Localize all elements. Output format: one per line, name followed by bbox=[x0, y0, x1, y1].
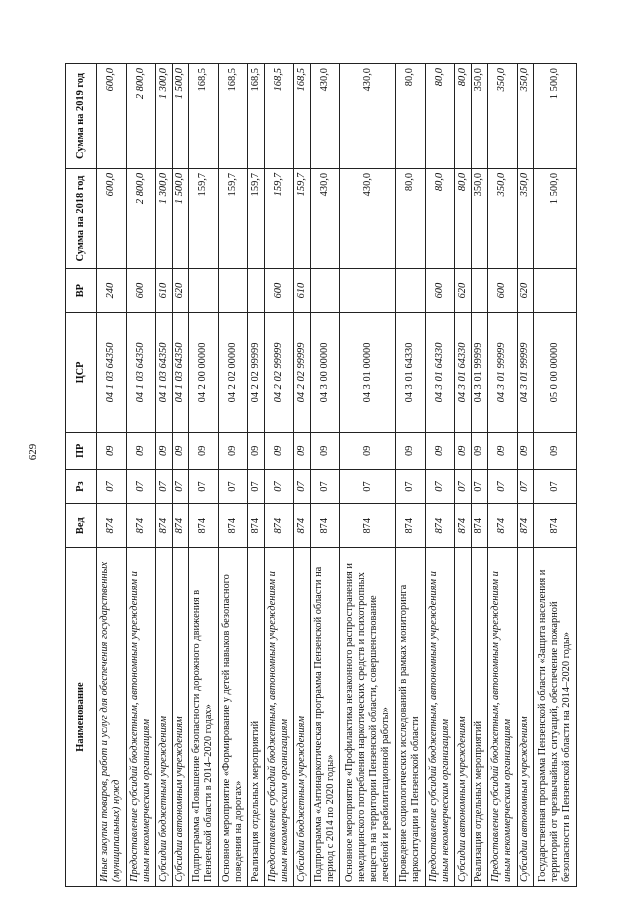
cell-csr: 04 2 00 00000 bbox=[189, 313, 219, 433]
cell-pr: 09 bbox=[396, 432, 426, 469]
cell-vr: 600 bbox=[425, 269, 455, 313]
cell-sum-2019: 2 800,0 bbox=[126, 64, 156, 169]
cell-vr: 620 bbox=[517, 269, 533, 313]
header-name: Наименование bbox=[66, 548, 97, 887]
cell-rz: 07 bbox=[189, 469, 219, 504]
cell-rz: 07 bbox=[517, 469, 533, 504]
cell-pr: 09 bbox=[517, 432, 533, 469]
table-row bbox=[248, 64, 264, 887]
cell-sum-2018: 159,7 bbox=[294, 168, 310, 268]
table-row bbox=[218, 64, 248, 887]
cell-rz: 07 bbox=[264, 469, 294, 504]
cell-ved: 874 bbox=[534, 504, 577, 548]
cell-name: Государственная программа Пензенской области «Защита населения и территорий от чрезвычайных ситуаций, обеспечение пожарной безопасности в Пензенской области на 2014–2020 годы» bbox=[534, 548, 577, 887]
cell-ved: 874 bbox=[310, 504, 340, 548]
cell-sum-2019: 168,5 bbox=[248, 64, 264, 169]
cell-rz: 07 bbox=[310, 469, 340, 504]
cell-pr: 09 bbox=[294, 432, 310, 469]
cell-ved: 874 bbox=[156, 504, 172, 548]
cell-vr: 240 bbox=[97, 269, 127, 313]
cell-rz: 07 bbox=[172, 469, 188, 504]
header-ved: Вед bbox=[66, 504, 97, 548]
cell-sum-2018: 2 800,0 bbox=[126, 168, 156, 268]
cell-rz: 07 bbox=[156, 469, 172, 504]
header-rz: Рз bbox=[66, 469, 97, 504]
cell-rz: 07 bbox=[97, 469, 127, 504]
cell-rz: 07 bbox=[534, 469, 577, 504]
cell-csr: 04 2 02 99999 bbox=[248, 313, 264, 433]
table-body bbox=[97, 64, 577, 887]
cell-sum-2018: 350,0 bbox=[517, 168, 533, 268]
table-row bbox=[534, 64, 577, 887]
header-sum-2018: Сумма на 2018 год bbox=[66, 168, 97, 268]
cell-pr: 09 bbox=[455, 432, 471, 469]
cell-pr: 09 bbox=[172, 432, 188, 469]
cell-csr: 04 3 01 64330 bbox=[396, 313, 426, 433]
cell-sum-2019: 350,0 bbox=[471, 64, 487, 169]
cell-vr: 610 bbox=[156, 269, 172, 313]
cell-sum-2018: 159,7 bbox=[248, 168, 264, 268]
cell-sum-2019: 80,0 bbox=[396, 64, 426, 169]
cell-name: Реализация отдельных мероприятий bbox=[471, 548, 487, 887]
cell-sum-2019: 1 500,0 bbox=[534, 64, 577, 169]
cell-sum-2018: 159,7 bbox=[218, 168, 248, 268]
cell-pr: 09 bbox=[126, 432, 156, 469]
cell-pr: 09 bbox=[97, 432, 127, 469]
cell-pr: 09 bbox=[248, 432, 264, 469]
table-row bbox=[488, 64, 518, 887]
cell-ved: 874 bbox=[294, 504, 310, 548]
cell-pr: 09 bbox=[488, 432, 518, 469]
cell-vr bbox=[534, 269, 577, 313]
cell-sum-2018: 80,0 bbox=[425, 168, 455, 268]
cell-name: Иные закупки товаров, работ и услуг для обеспечения государственных (муниципальных) нужд bbox=[97, 548, 127, 887]
cell-sum-2018: 1 300,0 bbox=[156, 168, 172, 268]
header-pr: ПР bbox=[66, 432, 97, 469]
cell-sum-2019: 430,0 bbox=[340, 64, 396, 169]
cell-sum-2019: 168,5 bbox=[218, 64, 248, 169]
cell-csr: 04 2 02 00000 bbox=[218, 313, 248, 433]
cell-name: Предоставление субсидий бюджетным, автономным учреждениям и иным некоммерческим организациям bbox=[425, 548, 455, 887]
table-row bbox=[126, 64, 156, 887]
cell-sum-2018: 350,0 bbox=[471, 168, 487, 268]
header-vr: ВР bbox=[66, 269, 97, 313]
cell-sum-2019: 80,0 bbox=[455, 64, 471, 169]
cell-vr bbox=[189, 269, 219, 313]
cell-name: Субсидии автономным учреждениям bbox=[517, 548, 533, 887]
cell-pr: 09 bbox=[156, 432, 172, 469]
cell-ved: 874 bbox=[488, 504, 518, 548]
cell-vr bbox=[248, 269, 264, 313]
cell-csr: 05 0 00 00000 bbox=[534, 313, 577, 433]
cell-csr: 04 3 01 64330 bbox=[455, 313, 471, 433]
cell-ved: 874 bbox=[189, 504, 219, 548]
table-row bbox=[340, 64, 396, 887]
cell-rz: 07 bbox=[425, 469, 455, 504]
cell-sum-2019: 80,0 bbox=[425, 64, 455, 169]
cell-csr: 04 3 01 00000 bbox=[340, 313, 396, 433]
cell-sum-2018: 600,0 bbox=[97, 168, 127, 268]
table-row bbox=[189, 64, 219, 887]
table-row bbox=[455, 64, 471, 887]
cell-ved: 874 bbox=[455, 504, 471, 548]
cell-name: Субсидии автономным учреждениям bbox=[172, 548, 188, 887]
table-row bbox=[396, 64, 426, 887]
cell-name: Подпрограмма «Повышение безопасности дорожного движения в Пензенской области в 2014–2020 годах» bbox=[189, 548, 219, 887]
cell-csr: 04 2 02 99999 bbox=[264, 313, 294, 433]
table-row bbox=[425, 64, 455, 887]
cell-vr bbox=[218, 269, 248, 313]
cell-ved: 874 bbox=[471, 504, 487, 548]
cell-name: Основное мероприятие «Профилактика незаконного распространения и немедицинского потребления наркотических средств и психотропных веществ на территории Пензенской области, совершенствование лечебной и реабилитационной работы» bbox=[340, 548, 396, 887]
cell-ved: 874 bbox=[517, 504, 533, 548]
cell-vr: 600 bbox=[264, 269, 294, 313]
rotated-table-wrapper bbox=[65, 63, 577, 887]
cell-name: Субсидии автономным учреждениям bbox=[455, 548, 471, 887]
cell-ved: 874 bbox=[264, 504, 294, 548]
cell-pr: 09 bbox=[218, 432, 248, 469]
cell-sum-2019: 1 300,0 bbox=[156, 64, 172, 169]
cell-sum-2019: 600,0 bbox=[97, 64, 127, 169]
cell-vr bbox=[340, 269, 396, 313]
cell-sum-2018: 350,0 bbox=[488, 168, 518, 268]
budget-table bbox=[65, 63, 577, 887]
cell-pr: 09 bbox=[264, 432, 294, 469]
cell-ved: 874 bbox=[97, 504, 127, 548]
cell-pr: 09 bbox=[471, 432, 487, 469]
cell-csr: 04 1 03 64350 bbox=[126, 313, 156, 433]
cell-vr bbox=[471, 269, 487, 313]
cell-sum-2019: 168,5 bbox=[294, 64, 310, 169]
cell-csr: 04 3 00 00000 bbox=[310, 313, 340, 433]
header-row bbox=[66, 64, 97, 887]
cell-pr: 09 bbox=[340, 432, 396, 469]
cell-vr: 600 bbox=[126, 269, 156, 313]
cell-sum-2019: 168,5 bbox=[189, 64, 219, 169]
table-row bbox=[97, 64, 127, 887]
page-number: 629 bbox=[27, 443, 39, 461]
cell-rz: 07 bbox=[294, 469, 310, 504]
cell-vr: 620 bbox=[455, 269, 471, 313]
table-row bbox=[310, 64, 340, 887]
table-row bbox=[517, 64, 533, 887]
cell-ved: 874 bbox=[396, 504, 426, 548]
cell-csr: 04 1 03 64350 bbox=[172, 313, 188, 433]
cell-name: Основное мероприятие «Формирование у детей навыков безопасного поведения на дорогах» bbox=[218, 548, 248, 887]
cell-rz: 07 bbox=[126, 469, 156, 504]
cell-csr: 04 3 01 99999 bbox=[517, 313, 533, 433]
cell-sum-2018: 1 500,0 bbox=[534, 168, 577, 268]
cell-pr: 09 bbox=[189, 432, 219, 469]
table-row bbox=[172, 64, 188, 887]
cell-name: Предоставление субсидий бюджетным, автономным учреждениям и иным некоммерческим организациям bbox=[264, 548, 294, 887]
cell-name: Субсидии бюджетным учреждениям bbox=[156, 548, 172, 887]
cell-ved: 874 bbox=[425, 504, 455, 548]
cell-csr: 04 3 01 64330 bbox=[425, 313, 455, 433]
cell-sum-2018: 159,7 bbox=[264, 168, 294, 268]
cell-name: Подпрограмма «Антинаркотическая программа Пензенской области на период с 2014 по 2020 годы» bbox=[310, 548, 340, 887]
cell-sum-2019: 350,0 bbox=[488, 64, 518, 169]
cell-csr: 04 3 01 99999 bbox=[488, 313, 518, 433]
cell-csr: 04 3 01 99999 bbox=[471, 313, 487, 433]
cell-name: Предоставление субсидий бюджетным, автономным учреждениям и иным некоммерческим организациям bbox=[488, 548, 518, 887]
cell-ved: 874 bbox=[340, 504, 396, 548]
cell-ved: 874 bbox=[218, 504, 248, 548]
table-row bbox=[264, 64, 294, 887]
cell-pr: 09 bbox=[534, 432, 577, 469]
cell-name: Предоставление субсидий бюджетным, автономным учреждениям и иным некоммерческим организациям bbox=[126, 548, 156, 887]
cell-vr: 600 bbox=[488, 269, 518, 313]
cell-rz: 07 bbox=[340, 469, 396, 504]
cell-ved: 874 bbox=[248, 504, 264, 548]
cell-rz: 07 bbox=[488, 469, 518, 504]
cell-vr: 620 bbox=[172, 269, 188, 313]
cell-rz: 07 bbox=[471, 469, 487, 504]
cell-vr bbox=[310, 269, 340, 313]
cell-vr bbox=[396, 269, 426, 313]
cell-ved: 874 bbox=[126, 504, 156, 548]
cell-vr: 610 bbox=[294, 269, 310, 313]
cell-sum-2018: 430,0 bbox=[340, 168, 396, 268]
table-row bbox=[156, 64, 172, 887]
cell-sum-2019: 168,5 bbox=[264, 64, 294, 169]
cell-sum-2018: 80,0 bbox=[396, 168, 426, 268]
cell-sum-2018: 1 500,0 bbox=[172, 168, 188, 268]
cell-rz: 07 bbox=[396, 469, 426, 504]
cell-pr: 09 bbox=[425, 432, 455, 469]
cell-csr: 04 1 03 64350 bbox=[97, 313, 127, 433]
cell-sum-2018: 430,0 bbox=[310, 168, 340, 268]
cell-csr: 04 1 03 64350 bbox=[156, 313, 172, 433]
cell-rz: 07 bbox=[218, 469, 248, 504]
cell-sum-2019: 1 500,0 bbox=[172, 64, 188, 169]
table-row bbox=[471, 64, 487, 887]
cell-name: Проведение социологических исследований в рамках мониторинга наркоситуации в Пензенской области bbox=[396, 548, 426, 887]
cell-rz: 07 bbox=[455, 469, 471, 504]
cell-pr: 09 bbox=[310, 432, 340, 469]
cell-sum-2019: 430,0 bbox=[310, 64, 340, 169]
cell-name: Реализация отдельных мероприятий bbox=[248, 548, 264, 887]
header-sum-2019: Сумма на 2019 год bbox=[66, 64, 97, 169]
cell-ved: 874 bbox=[172, 504, 188, 548]
cell-sum-2018: 159,7 bbox=[189, 168, 219, 268]
cell-sum-2018: 80,0 bbox=[455, 168, 471, 268]
header-csr: ЦСР bbox=[66, 313, 97, 433]
cell-name: Субсидии бюджетным учреждениям bbox=[294, 548, 310, 887]
cell-rz: 07 bbox=[248, 469, 264, 504]
cell-sum-2019: 350,0 bbox=[517, 64, 533, 169]
table-row bbox=[294, 64, 310, 887]
cell-csr: 04 2 02 99999 bbox=[294, 313, 310, 433]
